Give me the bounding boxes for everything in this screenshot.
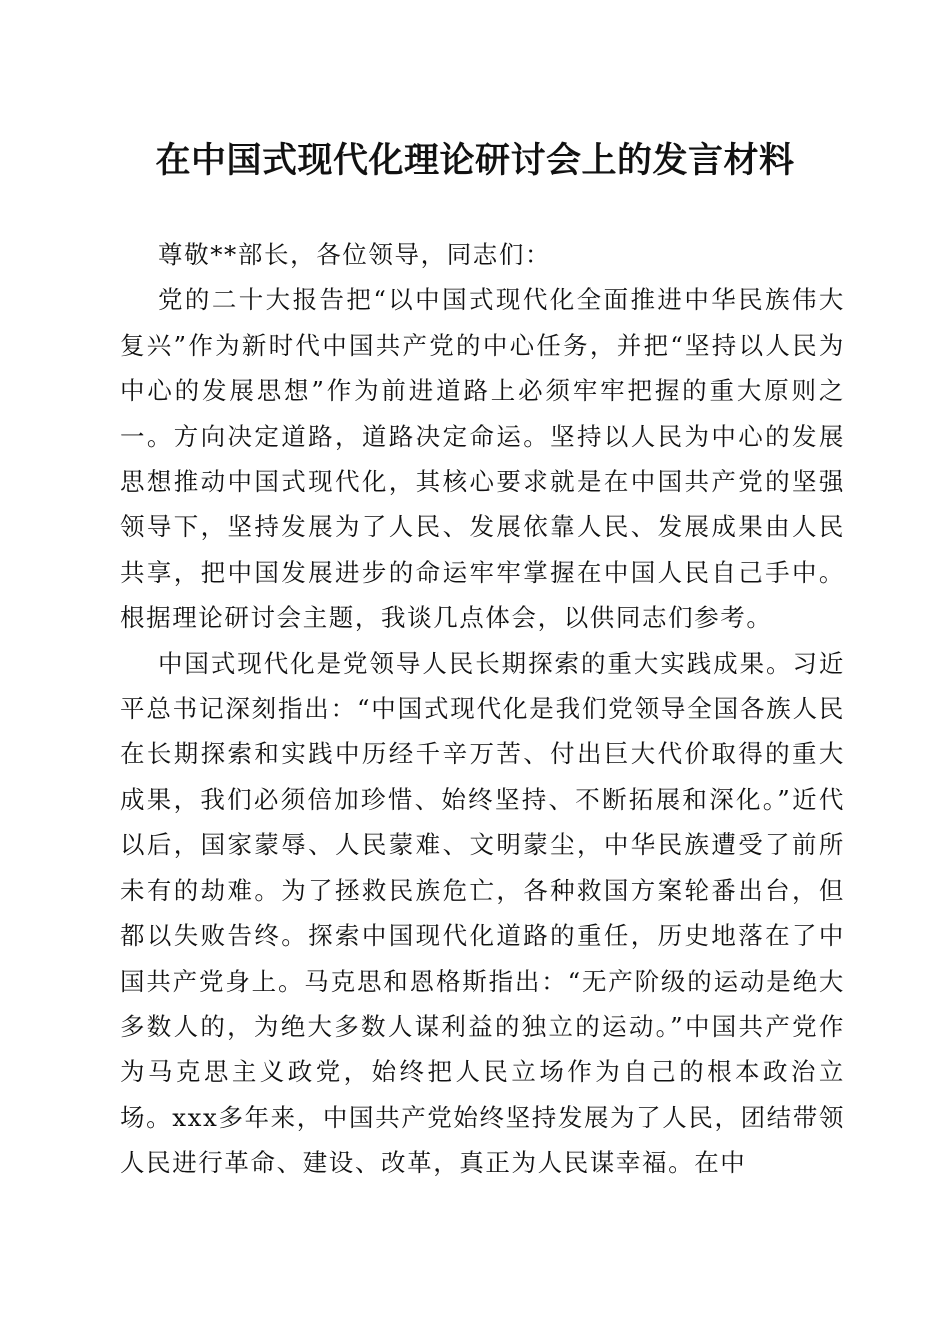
paragraph-intro: 党的二十大报告把“以中国式现代化全面推进中华民族伟大复兴”作为新时代中国共产党的中心任务，并把“坚持以人民为中心的发展思想”作为前进道路上必须牢牢把握的重大原则之一。方向决定道路，道路决定命运。坚持以人民为中心的发展思想推动中国式现代化，其核心要求就是在中国共产党的坚强领导下，坚持发展为了人民、发展依靠人民、发展成果由人民共享，把中国发展进步的命运牢牢掌握在中国人民自己手中。根据理论研讨会主题，我谈几点体会，以供同志们参考。 (120, 285, 845, 633)
document-title: 在中国式现代化理论研讨会上的发言材料 (155, 140, 795, 181)
paragraph-history: 中国式现代化是党领导人民长期探索的重大实践成果。习近平总书记深刻指出：“中国式现代化是我们党领导全国各族人民在长期探索和实践中历经千辛万苦、付出巨大代价取得的重大成果，我们必须倍加珍惜、始终坚持、不断拓展和深化。”近代以后，国家蒙辱、人民蒙难、文明蒙尘，中华民族遭受了前所未有的劫难。为了拯救民族危亡，各种救国方案轮番出台，但都以失败告终。探索中国现代化道路的重任，历史地落在了中国共产党身上。马克思和恩格斯指出：“无产阶级的运动是绝大多数人的，为绝大多数人谋利益的独立的运动。”中国共产党作为马克思主义政党，始终把人民立场作为自己的根本政治立场。xxx多年来，中国共产党始终坚持发展为了人民，团结带领人民进行革命、建设、改革，真正为人民谋幸福。在中 (120, 648, 845, 1178)
document-body (120, 232, 845, 1186)
salutation: 尊敬**部长，各位领导，同志们： (158, 240, 552, 269)
